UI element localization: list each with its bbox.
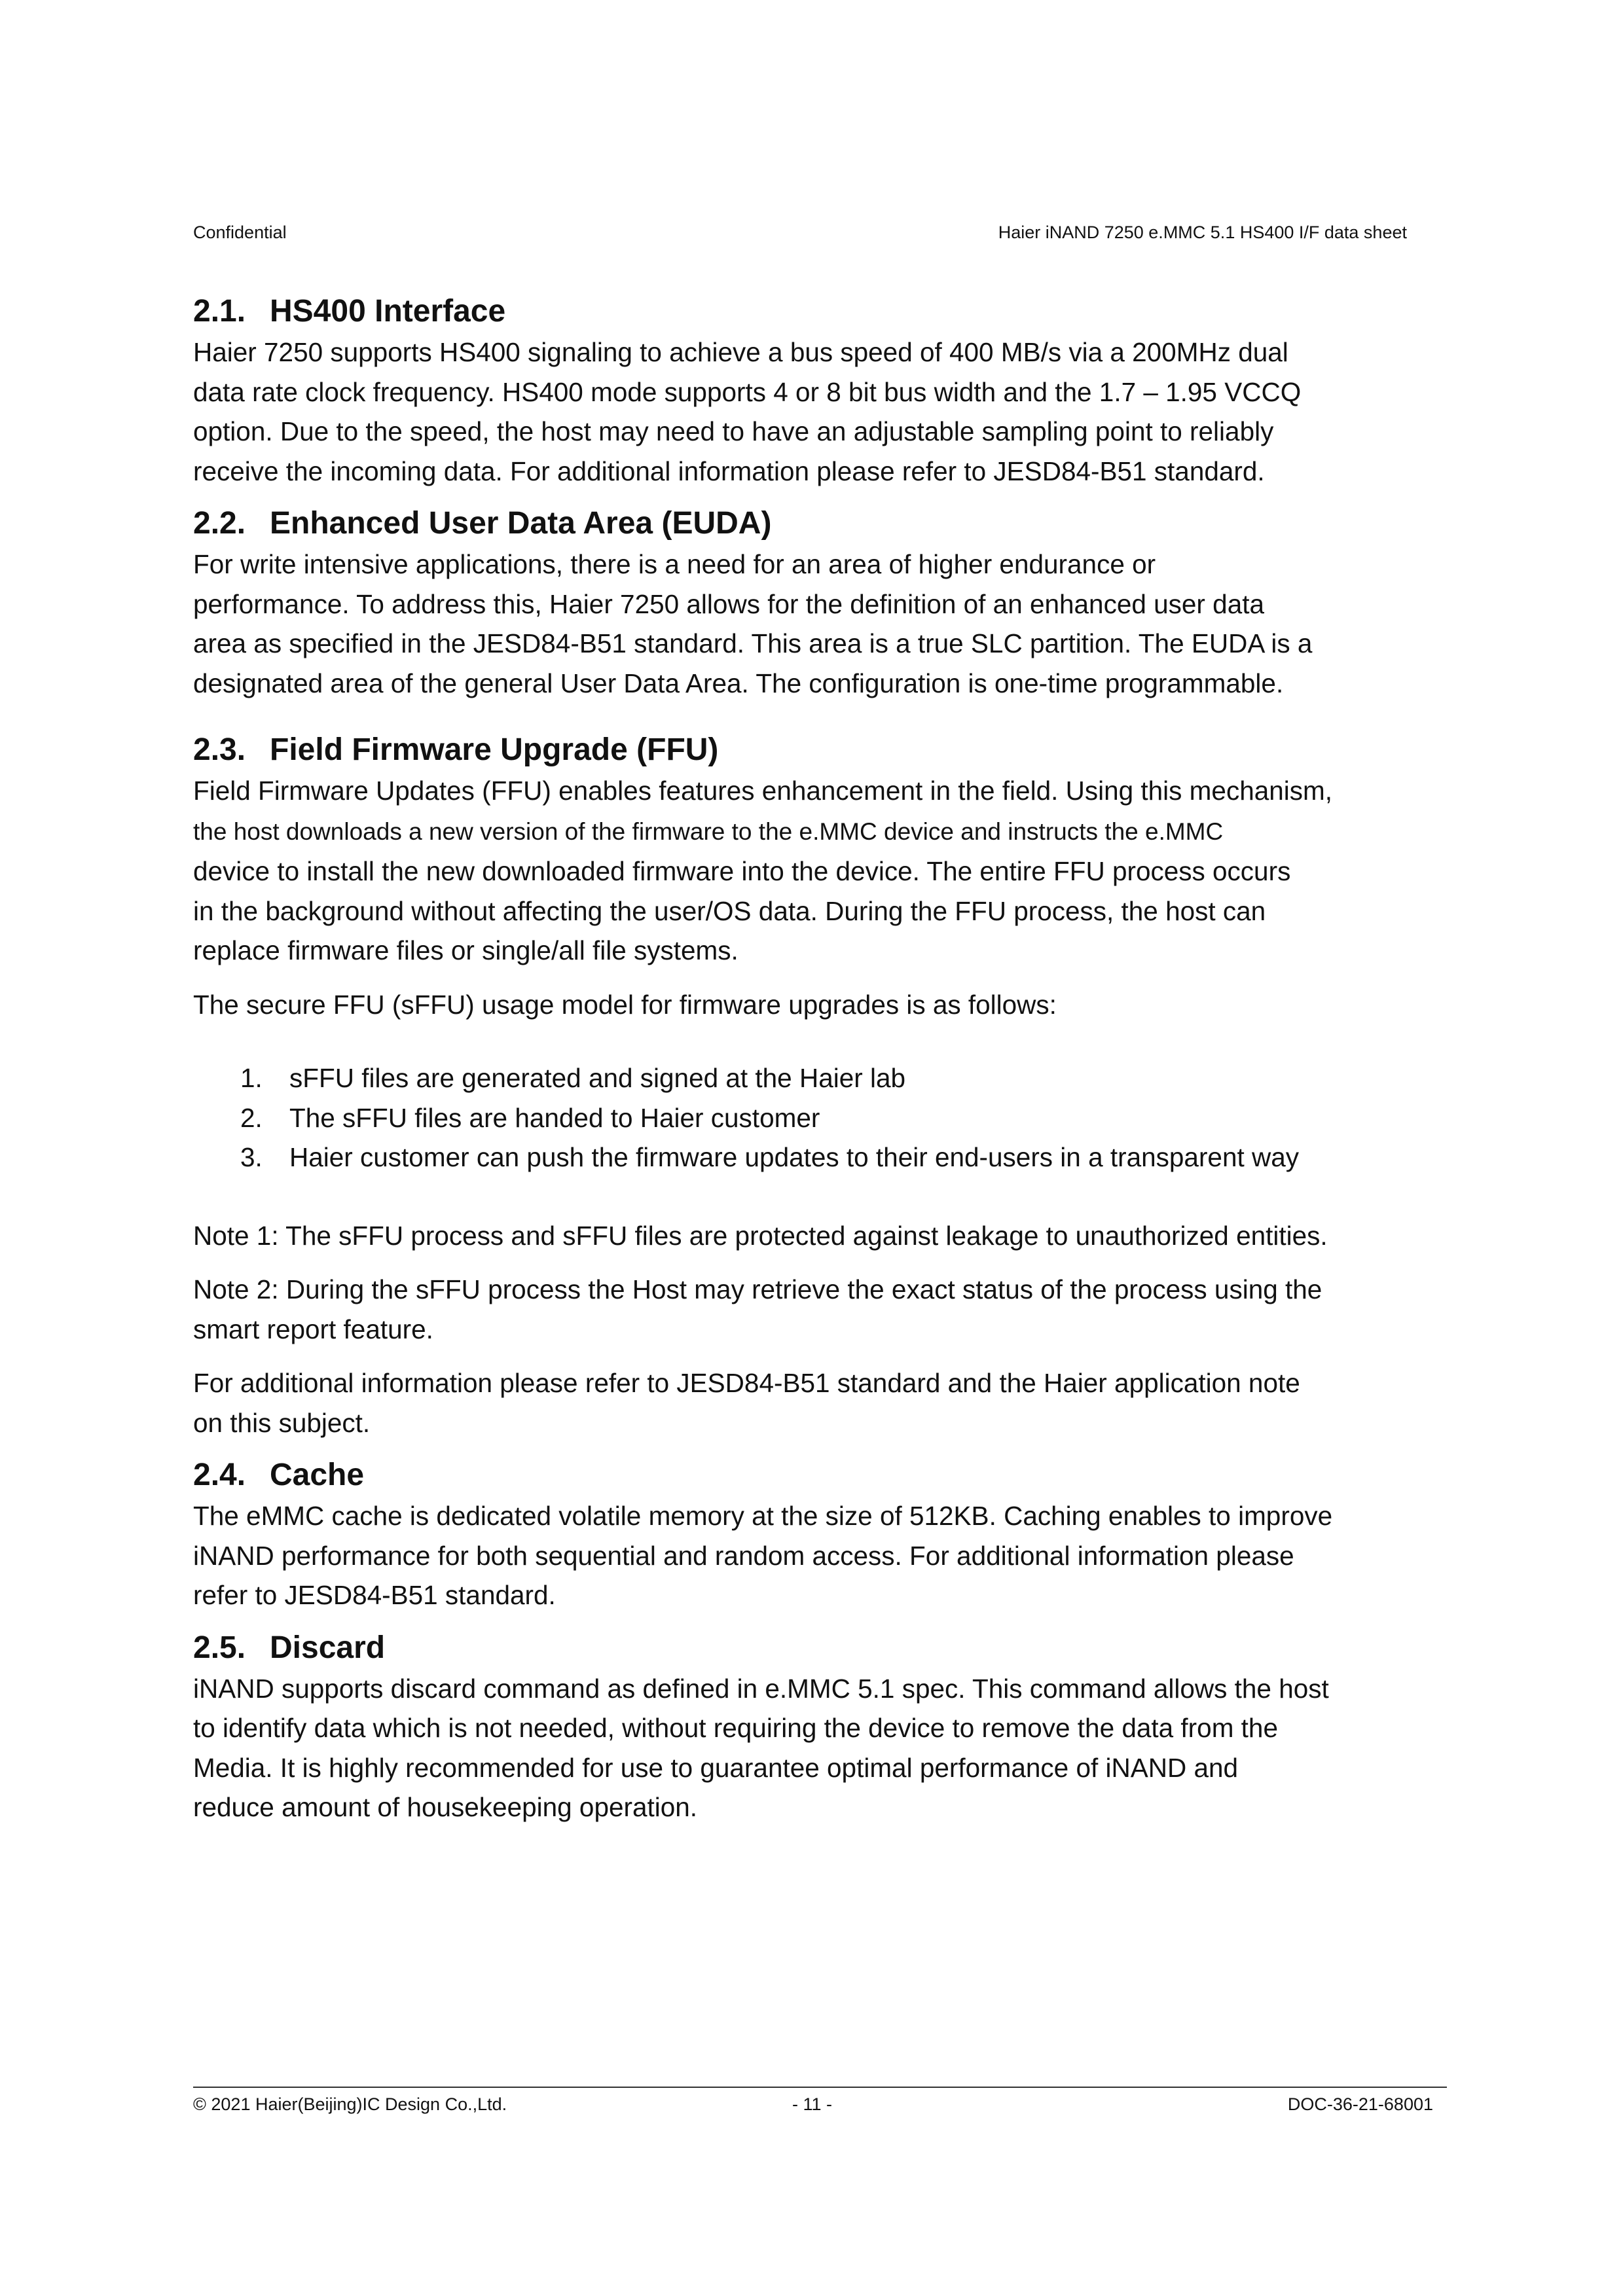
list-text: Haier customer can push the firmware updates to their end-users in a transparent way bbox=[289, 1142, 1300, 1172]
text-line: area as specified in the JESD84-B51 standard. This area is a true SLC partition. The EUDA is a bbox=[193, 628, 1313, 658]
text-line: Field Firmware Updates (FFU) enables features enhancement in the field. Using this mechanism, bbox=[193, 776, 1332, 806]
section-title: Field Firmware Upgrade (FFU) bbox=[270, 732, 719, 767]
header-confidential: Confidential bbox=[193, 223, 287, 242]
text-line: to identify data which is not needed, without requiring the device to remove the data from the bbox=[193, 1713, 1278, 1743]
section-title: Cache bbox=[270, 1458, 365, 1492]
note-2 bbox=[193, 1270, 1450, 1349]
sffu-steps-list bbox=[193, 1058, 1450, 1177]
text-line: in the background without affecting the user/OS data. During the FFU process, the host can bbox=[193, 895, 1266, 926]
section-title: Enhanced User Data Area (EUDA) bbox=[270, 506, 772, 541]
list-number: 3. bbox=[240, 1142, 263, 1172]
list-number: 2. bbox=[240, 1102, 263, 1133]
text-line: Media. It is highly recommended for use to guarantee optimal performance of iNAND and bbox=[193, 1752, 1239, 1783]
paragraph-sffu-intro: The secure FFU (sFFU) usage model for firmware upgrades is as follows: bbox=[193, 989, 1057, 1020]
list-number: 1. bbox=[240, 1063, 263, 1093]
list-item bbox=[193, 1138, 1450, 1177]
header-document-title: Haier iNAND 7250 e.MMC 5.1 HS400 I/F data sheet bbox=[998, 223, 1407, 242]
text-line: replace firmware files or single/all file systems. bbox=[193, 935, 739, 965]
text-line: smart report feature. bbox=[193, 1314, 433, 1344]
section-heading-hs400 bbox=[193, 291, 1450, 332]
section-heading-discard bbox=[193, 1627, 1450, 1669]
note-1: Note 1: The sFFU process and sFFU files are protected against leakage to unauthorized entities. bbox=[193, 1220, 1328, 1251]
text-line: device to install the new downloaded firmware into the device. The entire FFU process occurs bbox=[193, 856, 1291, 886]
text-line: Note 2: During the sFFU process the Host may retrieve the exact status of the process using the bbox=[193, 1274, 1322, 1304]
footer-page-number: - 11 - bbox=[792, 2094, 833, 2114]
text-line: on this subject. bbox=[193, 1407, 371, 1438]
text-line: the host downloads a new version of the firmware to the e.MMC device and instructs the e.MMC bbox=[193, 817, 1224, 845]
section-title: HS400 Interface bbox=[270, 294, 506, 329]
section-title: Discard bbox=[270, 1630, 386, 1665]
text-line: iNAND performance for both sequential and random access. For additional information please bbox=[193, 1540, 1294, 1571]
list-item bbox=[193, 1098, 1450, 1138]
list-text: sFFU files are generated and signed at the Haier lab bbox=[289, 1063, 906, 1093]
text-line: designated area of the general User Data Area. The configuration is one-time programmable. bbox=[193, 668, 1284, 698]
text-line: reduce amount of housekeeping operation. bbox=[193, 1792, 698, 1822]
text-line: Haier 7250 supports HS400 signaling to achieve a bus speed of 400 MB/s via a 200MHz dual bbox=[193, 337, 1288, 367]
section-number: 2.2. bbox=[193, 506, 246, 541]
text-line: refer to JESD84-B51 standard. bbox=[193, 1580, 556, 1610]
footer-document-id: DOC-36-21-68001 bbox=[1287, 2094, 1433, 2114]
section-number: 2.1. bbox=[193, 294, 246, 329]
text-line: performance. To address this, Haier 7250 allows for the definition of an enhanced user data bbox=[193, 588, 1264, 619]
text-line: iNAND supports discard command as defined in e.MMC 5.1 spec. This command allows the host bbox=[193, 1673, 1329, 1704]
paragraph-ffu bbox=[193, 771, 1450, 971]
paragraph-additional-info bbox=[193, 1363, 1450, 1443]
text-line: For write intensive applications, there is a need for an area of higher endurance or bbox=[193, 549, 1156, 579]
footer-divider bbox=[193, 2087, 1447, 2088]
text-line: receive the incoming data. For additional information please refer to JESD84-B51 standard. bbox=[193, 456, 1265, 486]
section-heading-ffu bbox=[193, 729, 1450, 771]
text-line: For additional information please refer to JESD84-B51 standard and the Haier application note bbox=[193, 1368, 1300, 1398]
page-content bbox=[193, 291, 1450, 1827]
text-line: option. Due to the speed, the host may need to have an adjustable sampling point to reliably bbox=[193, 416, 1274, 446]
list-text: The sFFU files are handed to Haier customer bbox=[289, 1102, 820, 1133]
paragraph-discard bbox=[193, 1669, 1450, 1827]
text-line: The eMMC cache is dedicated volatile memory at the size of 512KB. Caching enables to improve bbox=[193, 1501, 1333, 1531]
footer-copyright: © 2021 Haier(Beijing)IC Design Co.,Ltd. bbox=[193, 2094, 507, 2114]
section-number: 2.4. bbox=[193, 1458, 246, 1492]
text-line: data rate clock frequency. HS400 mode supports 4 or 8 bit bus width and the 1.7 – 1.95 VCCQ bbox=[193, 376, 1302, 407]
section-heading-cache bbox=[193, 1454, 1450, 1496]
list-item bbox=[193, 1058, 1450, 1098]
section-heading-euda bbox=[193, 503, 1450, 545]
paragraph-hs400 bbox=[193, 332, 1450, 491]
section-number: 2.5. bbox=[193, 1630, 246, 1665]
paragraph-euda bbox=[193, 545, 1450, 703]
section-number: 2.3. bbox=[193, 732, 246, 767]
paragraph-cache bbox=[193, 1496, 1450, 1615]
